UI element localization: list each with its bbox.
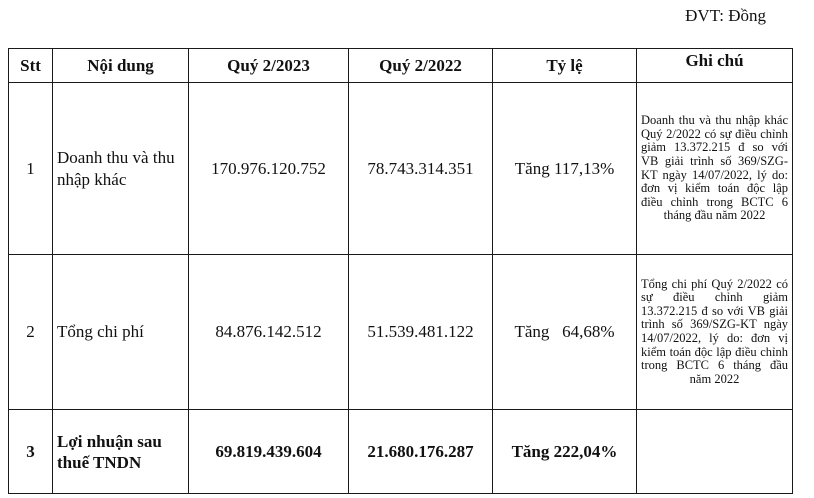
header-row — [9, 49, 793, 83]
row-content: Doanh thu và thu nhập khác — [53, 83, 189, 255]
row-note: Tổng chi phí Quý 2/2022 có sự điều chỉnh giảm 13.372.215 đ so với VB giải trình số 369/SZG-KT ngày 14/07/2022, lý do: đơn vị kiểm toán độc lập điều chỉnh trong BCTC 6 tháng đầu năm 2022 — [637, 255, 793, 410]
row-q2-2022-value: 78.743.314.351 — [349, 83, 493, 255]
header-note: Ghi chú — [637, 49, 793, 83]
header-q2-2023: Quý 2/2023 — [189, 49, 349, 83]
row-q2-2023-value: 170.976.120.752 — [189, 83, 349, 255]
header-content: Nội dung — [53, 49, 189, 83]
row-ratio: Tăng 222,04% — [493, 410, 637, 494]
row-stt: 1 — [9, 83, 53, 255]
row-q2-2022-value: 21.680.176.287 — [349, 410, 493, 494]
row-note: Doanh thu và thu nhập khác Quý 2/2022 có sự điều chỉnh giảm 13.372.215 đ so với VB giải trình số 369/SZG-KT ngày 14/07/2022, lý do: đơn vị kiểm toán độc lập điều chỉnh trong BCTC 6 tháng đầu năm 2022 — [637, 83, 793, 255]
row-content: Lợi nhuận sau thuế TNDN — [53, 410, 189, 494]
row-note — [637, 410, 793, 494]
row-stt: 3 — [9, 410, 53, 494]
header-q2-2022: Quý 2/2022 — [349, 49, 493, 83]
row-stt: 2 — [9, 255, 53, 410]
header-ratio: Tỷ lệ — [493, 49, 637, 83]
row-q2-2022-value: 51.539.481.122 — [349, 255, 493, 410]
row-ratio: Tăng 64,68% — [493, 255, 637, 410]
row-q2-2023-value: 69.819.439.604 — [189, 410, 349, 494]
row-ratio: Tăng 117,13% — [493, 83, 637, 255]
unit-label: ĐVT: Đồng — [685, 6, 766, 25]
header-stt: Stt — [9, 49, 53, 83]
table-row-total — [9, 410, 793, 494]
comparison-table — [8, 48, 793, 494]
table-row — [9, 83, 793, 255]
row-content: Tổng chi phí — [53, 255, 189, 410]
table-row — [9, 255, 793, 410]
row-q2-2023-value: 84.876.142.512 — [189, 255, 349, 410]
